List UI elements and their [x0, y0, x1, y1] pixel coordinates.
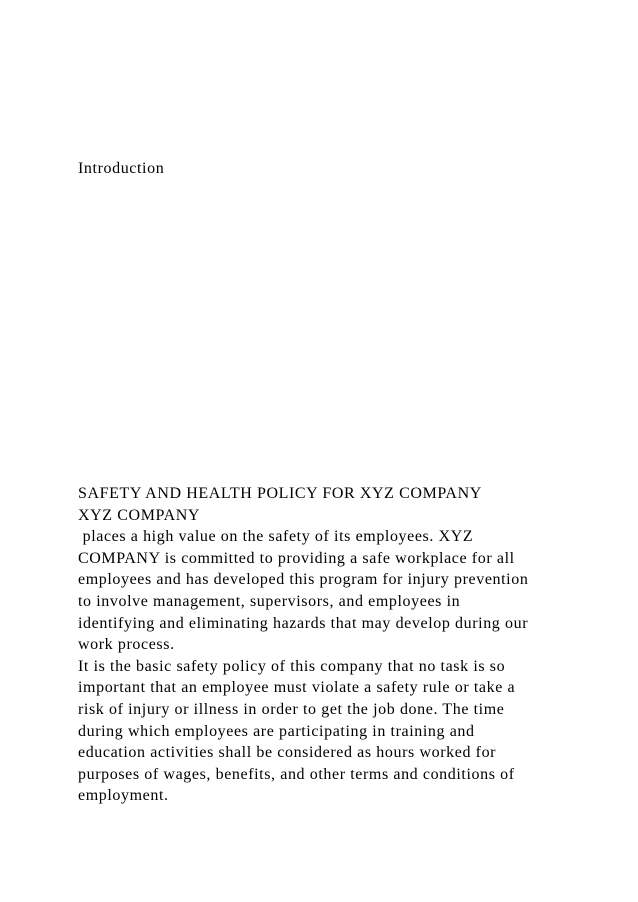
text-line: education activities shall be considered as hours worked for — [78, 744, 497, 762]
text-line: It is the basic safety policy of this company that no task is so — [78, 657, 506, 675]
text-line: purposes of wages, benefits, and other terms and conditions of — [78, 765, 515, 783]
policy-text-block — [78, 483, 598, 807]
text-line: places a high value on the safety of its employees. XYZ — [78, 528, 474, 546]
text-line: to involve management, supervisors, and employees in — [78, 592, 461, 610]
text-line: XYZ COMPANY — [78, 506, 201, 524]
text-line: identifying and eliminating hazards that may develop during our — [78, 614, 529, 632]
text-line: employees and has developed this program for injury prevention — [78, 571, 529, 589]
text-line: during which employees are participating in training and — [78, 722, 475, 740]
text-line: COMPANY is committed to providing a safe workplace for all — [78, 549, 515, 567]
intro-heading: Introduction — [78, 160, 165, 177]
text-line: risk of injury or illness in order to get the job done. The time — [78, 700, 505, 718]
text-line: work process. — [78, 636, 175, 654]
policy-title: SAFETY AND HEALTH POLICY FOR XYZ COMPANY — [78, 485, 482, 502]
text-line: employment. — [78, 787, 169, 805]
text-line: important that an employee must violate a safety rule or take a — [78, 679, 516, 697]
